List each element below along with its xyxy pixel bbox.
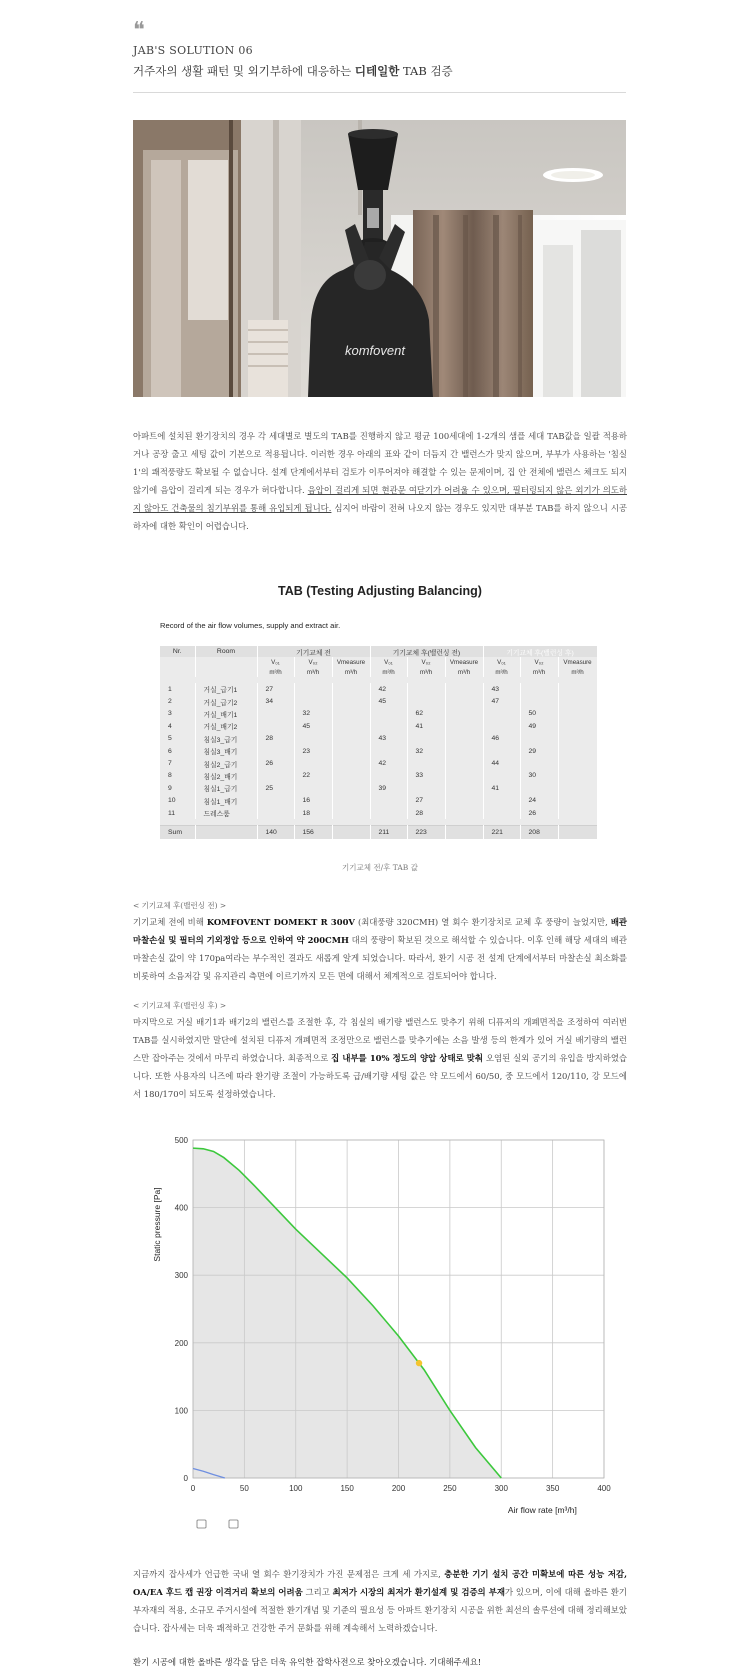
- row-room: 드레스룸: [195, 807, 257, 819]
- subtitle-plain: 거주자의 생활 패턴 및 외기부하에 대응하는: [133, 64, 355, 78]
- row-value: 23: [294, 745, 332, 757]
- unit: m³/h: [332, 667, 370, 677]
- row-value: [257, 807, 294, 819]
- row-value: [257, 708, 294, 720]
- row-value: [257, 795, 294, 807]
- row-value: [407, 782, 445, 794]
- unit: m³/h: [520, 667, 558, 677]
- row-value: [332, 782, 370, 794]
- sub-vmeasure: Vmeasure: [445, 657, 483, 667]
- sum-value: 140: [257, 826, 294, 839]
- sum-value: [445, 826, 483, 839]
- row-value: [407, 733, 445, 745]
- before-text-2: (최대풍량 320CMH) 열 회수 환기장치로 교체 후 풍량이 늘었지만,: [354, 917, 611, 927]
- table-row: [160, 733, 597, 745]
- sum-value: [332, 826, 370, 839]
- row-value: [558, 720, 597, 732]
- row-value: 43: [483, 683, 520, 695]
- table-row: [160, 807, 597, 819]
- row-room: 침실1_급기: [195, 782, 257, 794]
- row-room: 침실1_배기: [195, 795, 257, 807]
- row-room: 침실2_배기: [195, 770, 257, 782]
- row-room: 침실2_급기: [195, 757, 257, 769]
- row-nr: 8: [160, 770, 195, 782]
- row-room: 거실_배기1: [195, 708, 257, 720]
- row-value: [332, 695, 370, 707]
- intro-paragraph: [133, 427, 627, 535]
- row-value: [332, 745, 370, 757]
- row-value: [445, 708, 483, 720]
- row-value: [332, 683, 370, 695]
- row-value: 27: [257, 683, 294, 695]
- table-row: [160, 683, 597, 695]
- intro-text: 아파트에 설치된 환기장치의 경우 각 세대별로 별도의 TAB를 진행하지 않고 평균 100세대에 1-2개의 샘플 세대 TAB값을 일괄 적용하거나 공장 출고 세팅 값이 기본으로 적용됩니다. 이러한 경우 아래의 표와 같이 더듬지 간 밸런스가 맞지 않으며, 부부가 사용하는 '침실1'의 쾌적풍량도 확보될 수 없습니다. 설계 단계에서부터 검토가 이루어져야 해결할 수 있는 문제이며, 집 안 전체에 밸런스 체크도 되지 않기에 음압이 걸리게 되는 경우가 허다합니다.: [133, 431, 627, 495]
- row-value: [332, 757, 370, 769]
- group-after-unbalanced: 기기교체 후(밸런싱 전): [370, 646, 483, 657]
- row-value: [558, 795, 597, 807]
- row-value: 41: [407, 720, 445, 732]
- row-value: 29: [520, 745, 558, 757]
- row-value: [370, 807, 407, 819]
- table-sum-row: [160, 826, 597, 839]
- row-value: 44: [483, 757, 520, 769]
- row-value: 46: [483, 733, 520, 745]
- table-row: [160, 708, 597, 720]
- row-value: 30: [520, 770, 558, 782]
- after-text-1: 마지막으로 거실 배기1과 배기2의 밸런스를 조절한 후, 각 침실의 배기량 밸런스도 맞추기 위해 디퓨저의 개폐면적을 조정하여 여러번 TAB를 실시하였지만 말단에 설치된 디퓨저 개폐면적 조정만으로 밸런스를 맞추기에는 소음 발생 등의 한계가 있어 거실 배기량의 밸런스만 잡아주는 것에서 마무리 하였습니다. 최종적으로: [133, 1017, 627, 1063]
- row-value: 32: [294, 708, 332, 720]
- row-nr: 9: [160, 782, 195, 794]
- conclusion-text-2: 그리고: [302, 1587, 333, 1597]
- row-value: [445, 733, 483, 745]
- row-value: [445, 683, 483, 695]
- row-value: [520, 683, 558, 695]
- row-value: [483, 807, 520, 819]
- before-balancing-label: < 기기교체 후(밸런싱 전) >: [133, 901, 227, 910]
- tab-table: [160, 646, 598, 839]
- x-tick-label: 350: [545, 1484, 560, 1493]
- row-nr: 10: [160, 795, 195, 807]
- row-value: 34: [257, 695, 294, 707]
- row-value: [407, 757, 445, 769]
- fan-curve-chart: [140, 1125, 620, 1535]
- group-after-balanced: 기기교체 후(밸런싱 후): [483, 646, 597, 657]
- row-value: [370, 720, 407, 732]
- sum-value: 221: [483, 826, 520, 839]
- y-tick-label: 500: [174, 1136, 188, 1145]
- sum-value: 208: [520, 826, 558, 839]
- row-value: 22: [294, 770, 332, 782]
- fan-icon: [197, 1520, 206, 1528]
- unit: m³/h: [257, 667, 294, 677]
- row-nr: 11: [160, 807, 195, 819]
- sub-v02: V₀₂: [407, 657, 445, 667]
- unit: m³/h: [445, 667, 483, 677]
- row-value: [332, 733, 370, 745]
- tab-record-label: Record of the air flow volumes, supply and extract air.: [160, 621, 341, 630]
- row-value: 33: [407, 770, 445, 782]
- sum-value: 156: [294, 826, 332, 839]
- row-value: [445, 695, 483, 707]
- x-axis-label: Air flow rate [m³/h]: [507, 1505, 577, 1515]
- y-tick-label: 200: [174, 1338, 188, 1348]
- row-nr: 6: [160, 745, 195, 757]
- table-header-row: [160, 646, 597, 657]
- row-value: 49: [520, 720, 558, 732]
- row-value: [294, 782, 332, 794]
- row-value: 26: [257, 757, 294, 769]
- conclusion-text-3: 가 있으며, 이에 대해 올바른 환기부자재의 적용, 소규모 주거시설에 적절한 환기개념 및 기준의 필요성 등 아파트 환기장치 시공을 위한 최선의 솔루션에 대해 정리해보았습니다. 잡사세는 더욱 쾌적하고 건강한 주거 문화를 위해 계속해서 노력하겠습니다.: [133, 1587, 627, 1633]
- unit: m³/h: [294, 667, 332, 677]
- x-tick-label: 100: [289, 1484, 303, 1493]
- sum-value: [558, 826, 597, 839]
- row-room: 침실3_배기: [195, 745, 257, 757]
- operating-point: [416, 1360, 422, 1366]
- row-value: 24: [520, 795, 558, 807]
- x-tick-label: 250: [443, 1484, 457, 1493]
- row-value: 16: [294, 795, 332, 807]
- before-bold-1: KOMFOVENT DOMEKT R 300V: [206, 917, 355, 927]
- unit: m³/h: [370, 667, 407, 677]
- row-value: 43: [370, 733, 407, 745]
- row-value: [445, 745, 483, 757]
- y-tick-label: 400: [174, 1203, 188, 1213]
- after-balancing-label: < 기기교체 후(밸런싱 후) >: [133, 1001, 227, 1010]
- row-value: [558, 782, 597, 794]
- tab-title: TAB (Testing Adjusting Balancing): [278, 584, 482, 598]
- x-tick-label: 300: [494, 1484, 508, 1493]
- row-value: 39: [370, 782, 407, 794]
- row-value: [558, 807, 597, 819]
- row-value: 27: [407, 795, 445, 807]
- row-value: [370, 745, 407, 757]
- row-value: 28: [407, 807, 445, 819]
- row-value: [407, 683, 445, 695]
- row-value: [370, 795, 407, 807]
- row-value: [483, 745, 520, 757]
- row-value: [558, 770, 597, 782]
- sub-vmeasure: Vmeasure: [332, 657, 370, 667]
- x-tick-label: 400: [597, 1484, 611, 1493]
- row-value: [483, 720, 520, 732]
- row-value: [558, 695, 597, 707]
- unit: m³/h: [558, 667, 597, 677]
- row-value: [445, 757, 483, 769]
- sub-v01: V₀₁: [257, 657, 294, 667]
- row-room: 침실3_급기: [195, 733, 257, 745]
- row-value: 45: [294, 720, 332, 732]
- row-value: [445, 782, 483, 794]
- table-row: [160, 695, 597, 707]
- divider: [133, 92, 626, 93]
- table-row: [160, 745, 597, 757]
- subtitle-tail: TAB 검증: [399, 64, 453, 78]
- y-tick-label: 0: [183, 1474, 188, 1483]
- table-row: [160, 795, 597, 807]
- row-value: [407, 695, 445, 707]
- row-value: [294, 695, 332, 707]
- row-value: 62: [407, 708, 445, 720]
- x-tick-label: 200: [391, 1484, 406, 1493]
- y-tick-label: 100: [174, 1406, 188, 1416]
- row-value: [558, 683, 597, 695]
- row-value: [445, 807, 483, 819]
- row-value: [558, 708, 597, 720]
- table-row: [160, 720, 597, 732]
- intro-tail: 심지어 바람이 전혀 나오지 않는 경우도 있지만 대부분 TAB를 하지 않으니 시공하자에 대한 확인이 어렵습니다.: [133, 503, 627, 531]
- subtitle-bold: 디테일한: [354, 64, 400, 78]
- before-balancing-paragraph: [133, 913, 627, 985]
- row-value: [558, 757, 597, 769]
- row-value: [558, 745, 597, 757]
- after-text-2: 오염된 실외 공기의 유입을 방지하였습니다. 또한 사용자의 니즈에 따라 환기량 조절이 가능하도록 급/배기량 세팅 값은 약 모드에서 60/50, 중 모드에서 120/110, 강 모드에서 180/170이 되도록 설정하였습니다.: [133, 1053, 627, 1099]
- x-tick-label: 50: [239, 1484, 249, 1493]
- duct-icon: [229, 1520, 238, 1528]
- row-value: 25: [257, 782, 294, 794]
- photo-illustration: [133, 120, 626, 397]
- quote-icon: ❝: [133, 18, 143, 43]
- before-text-1: 기기교체 전에 비해: [133, 917, 207, 927]
- sum-label: Sum: [160, 826, 195, 839]
- row-nr: 4: [160, 720, 195, 732]
- unit: m³/h: [407, 667, 445, 677]
- jacket-brand-text: komfovent: [345, 343, 405, 358]
- unit: m³/h: [483, 667, 520, 677]
- y-tick-label: 300: [174, 1271, 188, 1281]
- row-nr: 2: [160, 695, 195, 707]
- tab-measurement-photo: [133, 120, 626, 397]
- closing-line: 환기 시공에 대한 올바른 생각을 담은 더욱 유익한 잡학사전으로 찾아오겠습니다. 기대해주세요!: [133, 1657, 482, 1667]
- row-value: [332, 807, 370, 819]
- col-room: Room: [195, 646, 257, 657]
- conclusion-paragraph: [133, 1565, 627, 1637]
- row-value: [257, 770, 294, 782]
- before-bold-2: 배관 마찰손실 및 필터의 기외정압 등으로 인하여 약 200CMH: [133, 917, 627, 945]
- row-value: 45: [370, 695, 407, 707]
- row-value: [332, 795, 370, 807]
- row-room: 거실_급기2: [195, 695, 257, 707]
- row-value: 42: [370, 683, 407, 695]
- row-value: [558, 733, 597, 745]
- sub-v01: V₀₁: [483, 657, 520, 667]
- x-tick-label: 0: [190, 1484, 196, 1493]
- conclusion-text-1: 지금까지 잡사세가 언급한 국내 열 회수 환기장치가 가진 문제점은 크게 세 가지로,: [133, 1569, 445, 1579]
- row-value: [520, 782, 558, 794]
- row-value: [445, 770, 483, 782]
- row-value: [332, 708, 370, 720]
- sub-v02: V₀₂: [520, 657, 558, 667]
- row-value: [332, 770, 370, 782]
- row-value: [520, 733, 558, 745]
- row-value: [483, 795, 520, 807]
- row-value: [370, 708, 407, 720]
- table-row: [160, 782, 597, 794]
- sub-v02: V₀₂: [294, 657, 332, 667]
- col-nr: Nr.: [160, 646, 195, 657]
- row-value: [520, 695, 558, 707]
- row-value: 28: [257, 733, 294, 745]
- sum-value: 211: [370, 826, 407, 839]
- sub-v01: V₀₁: [370, 657, 407, 667]
- row-value: 32: [407, 745, 445, 757]
- table-subheader-row: [160, 657, 597, 667]
- row-nr: 3: [160, 708, 195, 720]
- row-value: 47: [483, 695, 520, 707]
- row-value: 18: [294, 807, 332, 819]
- row-value: [445, 795, 483, 807]
- row-value: 41: [483, 782, 520, 794]
- conclusion-bold-2: 최저가 시장의 최저가 환기설계 및 검증의 부재: [332, 1587, 505, 1597]
- row-value: [257, 745, 294, 757]
- row-value: 42: [370, 757, 407, 769]
- x-tick-label: 150: [340, 1484, 354, 1493]
- before-text-3: 대의 풍량이 확보된 것으로 해석할 수 있습니다. 이후 인해 해당 세대의 배관 마찰손실 값이 약 170pa여라는 부수적인 결과도 새롭게 알게 되었습니다. 따라서, 환기 시공 전 설계 단계에서부터 마찰손실 최소화를 비롯하여 소음저감 및 유지관리 측면에 이르기까지 모든 면에 대해서 체계적으로 검토되어야 합니다.: [133, 935, 627, 981]
- solution-subtitle: [133, 63, 453, 79]
- row-value: [257, 720, 294, 732]
- row-value: 50: [520, 708, 558, 720]
- row-value: [294, 683, 332, 695]
- row-nr: 1: [160, 683, 195, 695]
- row-value: [520, 757, 558, 769]
- row-value: [483, 708, 520, 720]
- row-value: 26: [520, 807, 558, 819]
- conclusion-bold-1: 충분한 기기 설치 공간 미확보에 따른 성능 저감, OA/EA 후드 캡 권장 이격거리 확보의 어려움: [133, 1569, 627, 1597]
- row-nr: 5: [160, 733, 195, 745]
- group-before: 기기교체 전: [257, 646, 370, 657]
- row-value: [445, 720, 483, 732]
- y-axis-label: Static pressure [Pa]: [152, 1187, 162, 1262]
- row-value: [483, 770, 520, 782]
- row-value: [294, 733, 332, 745]
- after-balancing-paragraph: [133, 1013, 627, 1103]
- row-room: 거실_배기2: [195, 720, 257, 732]
- intro-underline: 음압이 걸리게 되면 현관문 여닫기가 어려울 수 있으며, 필터링되지 않은 외기가 의도하지 않아도 건축물의 침기부위를 통해 유입되게 됩니다.: [133, 485, 627, 513]
- row-value: [294, 757, 332, 769]
- table-caption: 기기교체 전/후 TAB 값: [342, 863, 418, 872]
- solution-label: JAB'S SOLUTION 06: [133, 44, 253, 57]
- table-row: [160, 757, 597, 769]
- table-unit-row: [160, 667, 597, 677]
- row-value: [332, 720, 370, 732]
- row-room: 거실_급기1: [195, 683, 257, 695]
- table-row: [160, 770, 597, 782]
- row-nr: 7: [160, 757, 195, 769]
- sub-vmeasure: Vmeasure: [558, 657, 597, 667]
- row-value: [370, 770, 407, 782]
- after-bold-1: 집 내부를 10% 정도의 양압 상태로 맞춰: [331, 1053, 483, 1063]
- sum-value: 223: [407, 826, 445, 839]
